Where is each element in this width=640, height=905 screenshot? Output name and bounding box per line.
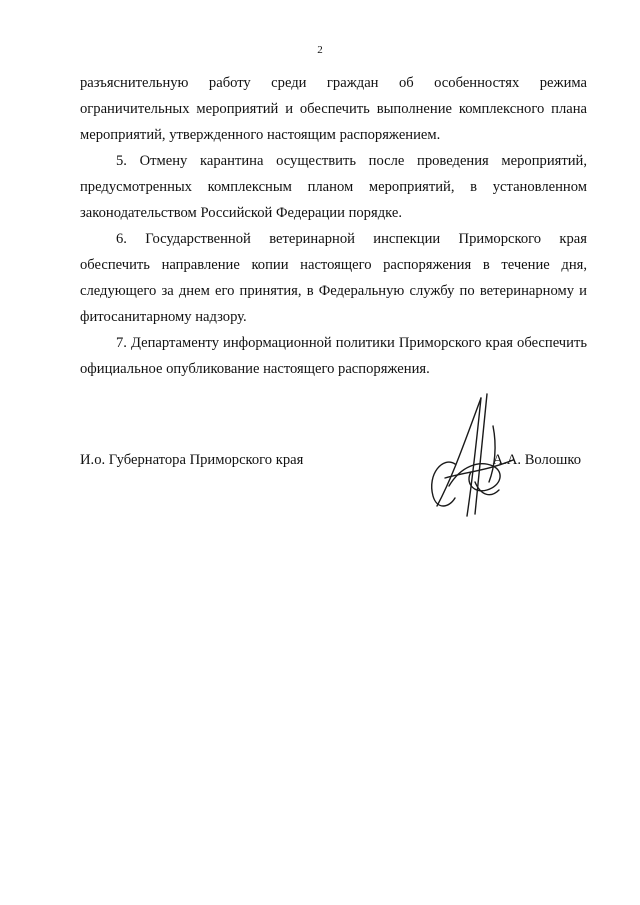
document-body	[80, 70, 587, 382]
signatory-title: И.о. Губернатора Приморского края	[80, 452, 304, 468]
paragraph-continuation: разъяснительную работу среди граждан об особенностях режима ограничительных мероприятий и обеспечить выполнение комплексного плана мероприятий, утвержденного настоящим распоряжением.	[80, 75, 587, 143]
handwritten-signature-icon	[415, 386, 525, 526]
paragraph-item-5: 5. Отмену карантина осуществить после проведения мероприятий, предусмотренных комплексным планом мероприятий, в установленном законодательством Российской Федерации порядке.	[80, 153, 587, 221]
paragraph-item-7: 7. Департаменту информационной политики Приморского края обеспечить официальное опубликование настоящего распоряжения.	[80, 335, 587, 377]
page-number: 2	[317, 44, 323, 56]
paragraph-item-6: 6. Государственной ветеринарной инспекции Приморского края обеспечить направление копии настоящего распоряжения в течение дня, следующего за днем его принятия, в Федеральную службу по ветеринарному и фитосанитарному надзору.	[80, 231, 587, 325]
signatory-name: А.А. Волошко	[492, 452, 581, 468]
